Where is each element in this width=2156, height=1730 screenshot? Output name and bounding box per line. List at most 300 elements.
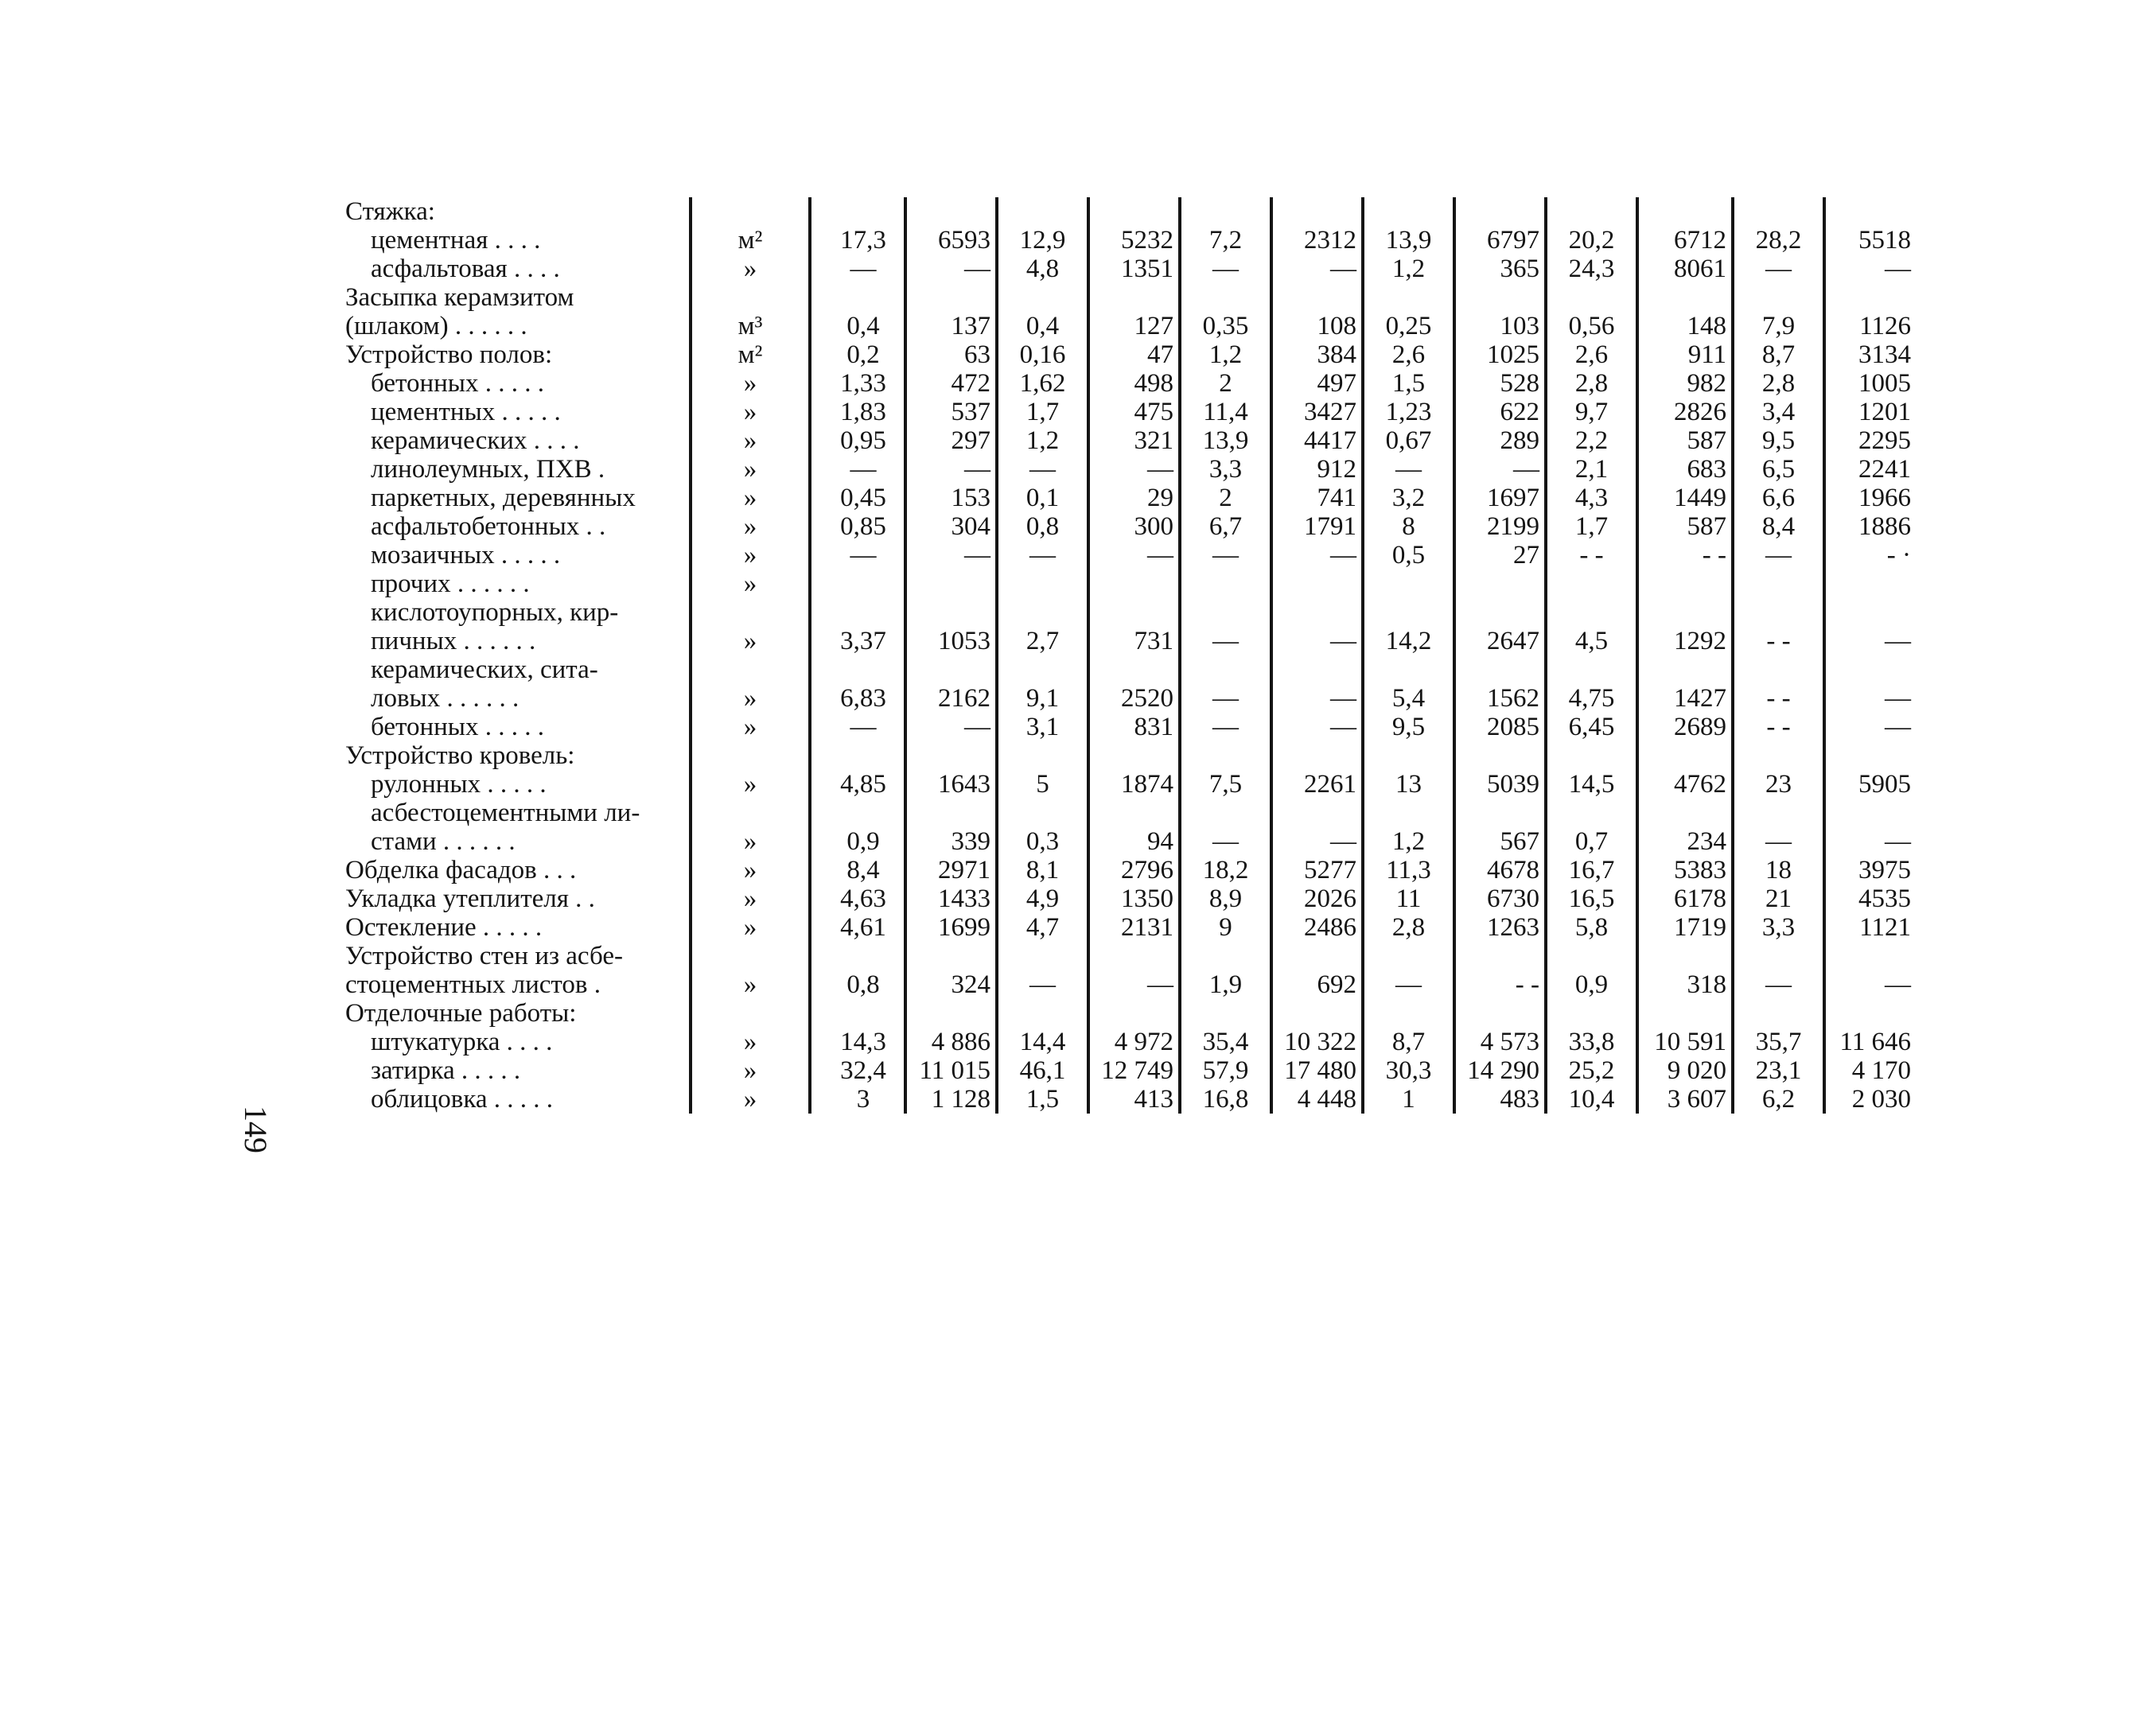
value-cell: 3427	[1271, 398, 1363, 426]
row-label: асфальтобетонных . .	[371, 512, 606, 541]
value-cell: 57,9	[1180, 1056, 1271, 1085]
value-cell: —	[1824, 255, 1916, 283]
row-label: пичных . . . . . .	[371, 627, 536, 655]
value-cell: 10 322	[1271, 1028, 1363, 1056]
value-cell: 297	[905, 426, 997, 455]
value-cell: —	[1271, 627, 1363, 655]
value-cell	[1637, 598, 1733, 627]
value-cell	[1824, 942, 1916, 970]
table-row	[341, 884, 1916, 913]
value-cell	[1546, 598, 1637, 627]
value-cell	[1180, 999, 1271, 1028]
row-label: бетонных . . . . .	[371, 369, 544, 398]
value-cell: 23	[1733, 770, 1824, 799]
value-cell: —	[997, 970, 1088, 999]
table-row	[341, 827, 1916, 856]
row-unit	[691, 283, 810, 312]
value-cell	[1180, 799, 1271, 827]
value-cell: —	[997, 455, 1088, 484]
value-cell: 1427	[1637, 684, 1733, 713]
value-cell: 127	[1088, 312, 1180, 340]
value-cell	[810, 999, 905, 1028]
row-unit	[691, 999, 810, 1028]
row-unit: »	[691, 713, 810, 741]
value-cell	[810, 942, 905, 970]
value-cell	[1180, 655, 1271, 684]
value-cell: 528	[1454, 369, 1546, 398]
row-unit: м²	[691, 226, 810, 255]
value-cell	[905, 598, 997, 627]
value-cell	[1271, 741, 1363, 770]
value-cell: 498	[1088, 369, 1180, 398]
row-unit: »	[691, 1028, 810, 1056]
value-cell: 1966	[1824, 484, 1916, 512]
value-cell: 2,6	[1363, 340, 1454, 369]
row-unit: »	[691, 1085, 810, 1114]
row-label: Укладка утеплителя . .	[345, 884, 595, 913]
value-cell	[1454, 942, 1546, 970]
value-cell: 0,3	[997, 827, 1088, 856]
value-cell: 5383	[1637, 856, 1733, 884]
value-cell: - -	[1733, 684, 1824, 713]
value-cell: 0,7	[1546, 827, 1637, 856]
row-label: линолеумных, ПХВ .	[371, 455, 605, 484]
row-label: рулонных . . . . .	[371, 770, 547, 799]
value-cell: 14,4	[997, 1028, 1088, 1056]
value-cell	[997, 942, 1088, 970]
value-cell	[1088, 283, 1180, 312]
row-label: мозаичных . . . . .	[371, 541, 561, 570]
value-cell	[1088, 799, 1180, 827]
value-cell: —	[1271, 827, 1363, 856]
value-cell: 30,3	[1363, 1056, 1454, 1085]
table-row	[341, 913, 1916, 942]
row-unit	[691, 799, 810, 827]
table-row	[341, 598, 1916, 627]
value-cell: 1,5	[1363, 369, 1454, 398]
table-row	[341, 255, 1916, 283]
value-cell: —	[1733, 970, 1824, 999]
value-cell	[1180, 741, 1271, 770]
value-cell	[1454, 655, 1546, 684]
row-unit: »	[691, 884, 810, 913]
table-row	[341, 197, 1916, 226]
value-cell: 1433	[905, 884, 997, 913]
row-unit: »	[691, 913, 810, 942]
value-cell	[1546, 283, 1637, 312]
table-row	[341, 770, 1916, 799]
table-row	[341, 426, 1916, 455]
row-label: ловых . . . . . .	[371, 684, 520, 713]
value-cell: 622	[1454, 398, 1546, 426]
value-cell	[1454, 197, 1546, 226]
value-cell: —	[905, 713, 997, 741]
value-cell	[1088, 999, 1180, 1028]
value-cell: —	[810, 255, 905, 283]
table-row	[341, 713, 1916, 741]
row-unit	[691, 197, 810, 226]
value-cell	[1637, 283, 1733, 312]
value-cell: 8,1	[997, 856, 1088, 884]
value-cell: —	[810, 455, 905, 484]
table-row	[341, 655, 1916, 684]
value-cell: 1351	[1088, 255, 1180, 283]
row-label: керамических, сита-	[371, 655, 598, 684]
value-cell	[1733, 655, 1824, 684]
row-label: Остекление . . . . .	[345, 913, 543, 942]
value-cell: 0,16	[997, 340, 1088, 369]
value-cell	[1454, 283, 1546, 312]
value-cell: 0,1	[997, 484, 1088, 512]
value-cell: 0,35	[1180, 312, 1271, 340]
value-cell: 0,2	[810, 340, 905, 369]
value-cell: 11,4	[1180, 398, 1271, 426]
value-cell: 25,2	[1546, 1056, 1637, 1085]
value-cell: —	[1088, 541, 1180, 570]
row-unit: »	[691, 627, 810, 655]
value-cell: 16,7	[1546, 856, 1637, 884]
value-cell	[1454, 741, 1546, 770]
table-row	[341, 484, 1916, 512]
value-cell: 8061	[1637, 255, 1733, 283]
row-label: (шлаком) . . . . . .	[345, 312, 527, 340]
value-cell: 2,2	[1546, 426, 1637, 455]
value-cell	[1637, 741, 1733, 770]
value-cell: 153	[905, 484, 997, 512]
value-cell: 3975	[1824, 856, 1916, 884]
row-label: цементная . . . .	[371, 226, 541, 255]
row-label: Стяжка:	[345, 197, 435, 226]
value-cell	[1271, 598, 1363, 627]
row-label: затирка . . . . .	[371, 1056, 521, 1085]
value-cell: 2,8	[1363, 913, 1454, 942]
table-row	[341, 312, 1916, 340]
value-cell	[810, 570, 905, 598]
row-label: Устройство полов:	[345, 340, 553, 369]
value-cell	[1088, 741, 1180, 770]
value-cell	[905, 197, 997, 226]
value-cell	[1271, 283, 1363, 312]
value-cell: 2241	[1824, 455, 1916, 484]
value-cell: 1,2	[997, 426, 1088, 455]
value-cell: 2026	[1271, 884, 1363, 913]
value-cell: 2085	[1454, 713, 1546, 741]
value-cell: 32,4	[810, 1056, 905, 1085]
value-cell: —	[810, 541, 905, 570]
value-cell: 587	[1637, 512, 1733, 541]
value-cell	[905, 799, 997, 827]
value-cell: 1201	[1824, 398, 1916, 426]
value-cell: 4,8	[997, 255, 1088, 283]
value-cell: - -	[1637, 541, 1733, 570]
value-cell: —	[1088, 970, 1180, 999]
value-cell	[1637, 197, 1733, 226]
value-cell: —	[997, 541, 1088, 570]
value-cell: —	[1180, 827, 1271, 856]
value-cell	[997, 741, 1088, 770]
value-cell: —	[1733, 827, 1824, 856]
value-cell: —	[1180, 627, 1271, 655]
value-cell	[905, 741, 997, 770]
value-cell: 2971	[905, 856, 997, 884]
value-cell: 47	[1088, 340, 1180, 369]
value-cell: 8,4	[810, 856, 905, 884]
value-cell: 1005	[1824, 369, 1916, 398]
value-cell: 148	[1637, 312, 1733, 340]
table-row	[341, 455, 1916, 484]
value-cell	[1733, 283, 1824, 312]
value-cell: 365	[1454, 255, 1546, 283]
value-cell: 1,9	[1180, 970, 1271, 999]
value-cell: 1791	[1271, 512, 1363, 541]
value-cell	[1180, 598, 1271, 627]
value-cell: —	[1454, 455, 1546, 484]
value-cell: 3,2	[1363, 484, 1454, 512]
value-cell: 4 972	[1088, 1028, 1180, 1056]
table-row	[341, 226, 1916, 255]
row-label: Отделочные работы:	[345, 999, 577, 1028]
value-cell: —	[1824, 713, 1916, 741]
value-cell	[1271, 942, 1363, 970]
value-cell	[1180, 942, 1271, 970]
row-label: облицовка . . . . .	[371, 1085, 554, 1114]
value-cell: 18,2	[1180, 856, 1271, 884]
value-cell: 2,8	[1546, 369, 1637, 398]
value-cell: 28,2	[1733, 226, 1824, 255]
value-cell: 2162	[905, 684, 997, 713]
value-cell: 2486	[1271, 913, 1363, 942]
value-cell: 537	[905, 398, 997, 426]
value-cell: 5,4	[1363, 684, 1454, 713]
value-cell	[1088, 942, 1180, 970]
value-cell	[1637, 799, 1733, 827]
value-cell: 0,95	[810, 426, 905, 455]
value-cell: 11	[1363, 884, 1454, 913]
value-cell: 4,7	[997, 913, 1088, 942]
value-cell: 4 448	[1271, 1085, 1363, 1114]
value-cell	[810, 655, 905, 684]
value-cell	[1271, 570, 1363, 598]
value-cell: 3,37	[810, 627, 905, 655]
value-cell: 0,8	[997, 512, 1088, 541]
value-cell: 35,4	[1180, 1028, 1271, 1056]
value-cell: 2,1	[1546, 455, 1637, 484]
value-cell: 2826	[1637, 398, 1733, 426]
value-cell: 300	[1088, 512, 1180, 541]
value-cell: —	[1733, 255, 1824, 283]
row-label: паркетных, деревянных	[371, 484, 636, 512]
table-row	[341, 1028, 1916, 1056]
value-cell	[1180, 283, 1271, 312]
value-cell: 17 480	[1271, 1056, 1363, 1085]
value-cell: 3134	[1824, 340, 1916, 369]
value-cell: 2647	[1454, 627, 1546, 655]
value-cell: 2,6	[1546, 340, 1637, 369]
table-row	[341, 283, 1916, 312]
value-cell: 483	[1454, 1085, 1546, 1114]
value-cell: 0,5	[1363, 541, 1454, 570]
value-cell: 567	[1454, 827, 1546, 856]
value-cell	[997, 655, 1088, 684]
value-cell: 1562	[1454, 684, 1546, 713]
value-cell: 731	[1088, 627, 1180, 655]
value-cell: 2 030	[1824, 1085, 1916, 1114]
value-cell	[1637, 570, 1733, 598]
value-cell	[1363, 942, 1454, 970]
value-cell	[1088, 197, 1180, 226]
value-cell: 9 020	[1637, 1056, 1733, 1085]
value-cell	[1271, 655, 1363, 684]
value-cell: —	[1088, 455, 1180, 484]
value-cell: 2,7	[997, 627, 1088, 655]
value-cell: 1,7	[997, 398, 1088, 426]
value-cell: 14,3	[810, 1028, 905, 1056]
value-cell: 912	[1271, 455, 1363, 484]
value-cell: 11 646	[1824, 1028, 1916, 1056]
value-cell: 6797	[1454, 226, 1546, 255]
value-cell: 0,8	[810, 970, 905, 999]
value-cell	[1824, 570, 1916, 598]
value-cell: 14,2	[1363, 627, 1454, 655]
value-cell: —	[905, 255, 997, 283]
row-label: Засыпка керамзитом	[345, 283, 574, 312]
value-cell	[1363, 598, 1454, 627]
value-cell: 29	[1088, 484, 1180, 512]
value-cell: 1719	[1637, 913, 1733, 942]
value-cell: —	[905, 541, 997, 570]
value-cell: 2312	[1271, 226, 1363, 255]
value-cell: 11 015	[905, 1056, 997, 1085]
value-cell: 2796	[1088, 856, 1180, 884]
page-number: 149	[238, 1106, 274, 1153]
value-cell: —	[1824, 684, 1916, 713]
value-cell: 1449	[1637, 484, 1733, 512]
value-cell: - -	[1733, 627, 1824, 655]
row-unit: м³	[691, 312, 810, 340]
value-cell	[905, 570, 997, 598]
value-cell	[1637, 655, 1733, 684]
value-cell: 108	[1271, 312, 1363, 340]
value-cell: - ·	[1824, 541, 1916, 570]
value-cell: 5039	[1454, 770, 1546, 799]
value-cell: 2	[1180, 369, 1271, 398]
row-label: стоцементных листов .	[345, 970, 601, 999]
value-cell: —	[1271, 713, 1363, 741]
value-cell: —	[1363, 970, 1454, 999]
value-cell: —	[1733, 541, 1824, 570]
value-cell: 1,62	[997, 369, 1088, 398]
value-cell	[1733, 570, 1824, 598]
value-cell: —	[1824, 970, 1916, 999]
value-cell: 1,2	[1363, 827, 1454, 856]
row-unit: »	[691, 426, 810, 455]
value-cell: 137	[905, 312, 997, 340]
value-cell: —	[1271, 255, 1363, 283]
value-cell: 0,9	[810, 827, 905, 856]
value-cell	[1363, 999, 1454, 1028]
value-cell: 6,83	[810, 684, 905, 713]
value-cell: - -	[1733, 713, 1824, 741]
table-row	[341, 512, 1916, 541]
value-cell	[1088, 598, 1180, 627]
value-cell: 12,9	[997, 226, 1088, 255]
value-cell: 1699	[905, 913, 997, 942]
table-row	[341, 741, 1916, 770]
value-cell: 0,25	[1363, 312, 1454, 340]
value-cell: 5	[997, 770, 1088, 799]
value-cell: 94	[1088, 827, 1180, 856]
row-unit: »	[691, 512, 810, 541]
table-row	[341, 684, 1916, 713]
value-cell	[810, 197, 905, 226]
value-cell: 587	[1637, 426, 1733, 455]
value-cell: 472	[905, 369, 997, 398]
row-unit: »	[691, 541, 810, 570]
value-cell: 17,3	[810, 226, 905, 255]
value-cell: 9,1	[997, 684, 1088, 713]
row-unit	[691, 598, 810, 627]
table-row	[341, 970, 1916, 999]
value-cell: 0,9	[1546, 970, 1637, 999]
value-cell: 4,63	[810, 884, 905, 913]
value-cell: 3,3	[1180, 455, 1271, 484]
value-cell: 304	[905, 512, 997, 541]
value-cell: —	[1180, 684, 1271, 713]
value-cell	[810, 799, 905, 827]
row-unit: м²	[691, 340, 810, 369]
value-cell: 4762	[1637, 770, 1733, 799]
value-cell: 4,85	[810, 770, 905, 799]
value-cell: 8	[1363, 512, 1454, 541]
value-cell: —	[1180, 713, 1271, 741]
value-cell	[1454, 999, 1546, 1028]
value-cell	[1637, 942, 1733, 970]
row-label: керамических . . . .	[371, 426, 580, 455]
value-cell: 1053	[905, 627, 997, 655]
value-cell: —	[1824, 627, 1916, 655]
row-unit: »	[691, 455, 810, 484]
value-cell	[1733, 799, 1824, 827]
value-cell	[1454, 598, 1546, 627]
value-cell: 0,56	[1546, 312, 1637, 340]
row-label: стами . . . . . .	[371, 827, 516, 856]
value-cell: 4 170	[1824, 1056, 1916, 1085]
row-unit: »	[691, 827, 810, 856]
value-cell: 324	[905, 970, 997, 999]
value-cell	[1363, 799, 1454, 827]
value-cell: 318	[1637, 970, 1733, 999]
value-cell	[997, 283, 1088, 312]
row-label: прочих . . . . . .	[371, 570, 530, 598]
table-row	[341, 340, 1916, 369]
value-cell: 321	[1088, 426, 1180, 455]
value-cell: 13,9	[1180, 426, 1271, 455]
value-cell: 12 749	[1088, 1056, 1180, 1085]
value-cell: 5277	[1271, 856, 1363, 884]
row-label: асфальтовая . . . .	[371, 255, 560, 283]
value-cell: 2199	[1454, 512, 1546, 541]
value-cell: 5905	[1824, 770, 1916, 799]
value-cell: 10 591	[1637, 1028, 1733, 1056]
value-cell: 24,3	[1546, 255, 1637, 283]
value-cell: 14,5	[1546, 770, 1637, 799]
value-cell: 1263	[1454, 913, 1546, 942]
row-label: кислотоупорных, кир-	[371, 598, 619, 627]
value-cell: 1 128	[905, 1085, 997, 1114]
value-cell: 9,7	[1546, 398, 1637, 426]
value-cell: 5518	[1824, 226, 1916, 255]
value-cell	[1733, 197, 1824, 226]
